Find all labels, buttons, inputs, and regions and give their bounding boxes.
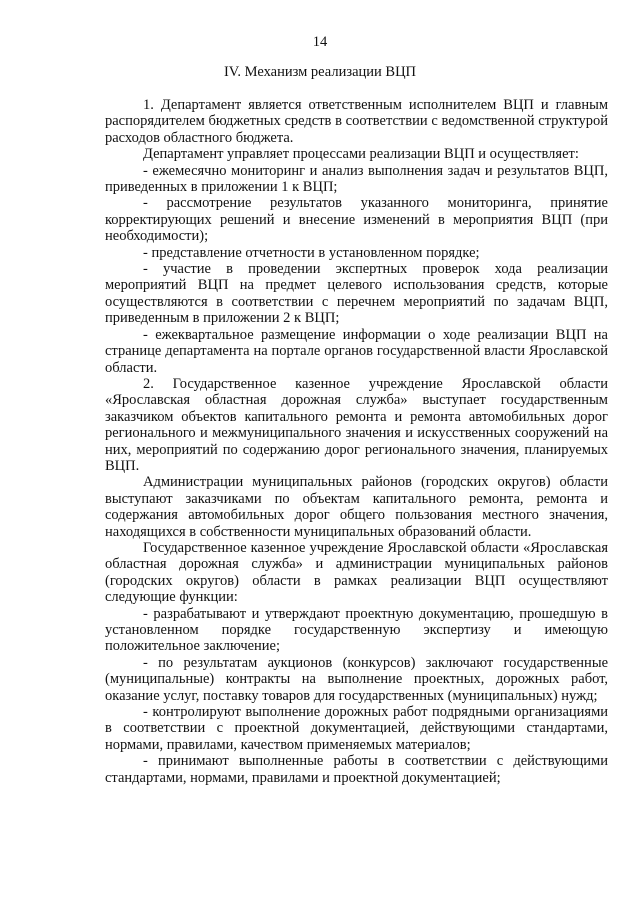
paragraph: - ежемесячно мониторинг и анализ выполнения задач и результатов ВЦП, приведенных в приложении 1 к ВЦП; <box>105 162 608 196</box>
paragraph: 1. Департамент является ответственным исполнителем ВЦП и главным распорядителем бюджетных средств в соответствии с ведомственной структурой расходов областного бюджета. <box>105 97 608 146</box>
paragraph: - рассмотрение результатов указанного мониторинга, принятие корректирующих решений и внесение изменений в мероприятия ВЦП (при необходимости); <box>105 195 608 245</box>
paragraph: - по результатам аукционов (конкурсов) заключают государственные (муниципальные) контракты на выполнение проектных, дорожных работ, оказание услуг, поставку товаров для государственных (муниципальных) нужд; <box>105 654 608 704</box>
paragraph: - участие в проведении экспертных проверок хода реализации мероприятий ВЦП на предмет целевого использования средств, которые осуществляются в соответствии с перечнем мероприятий по задачам ВЦП, приведенным в приложении 2 к ВЦП; <box>105 261 608 327</box>
paragraph: - принимают выполненные работы в соответствии с действующими стандартами, нормами, правилами и проектной документацией; <box>105 753 608 786</box>
paragraph: 2. Государственное казенное учреждение Ярославской области «Ярославская областная дорожная служба» выступает государственным заказчиком объектов капитального ремонта и ремонта автомобильных дорог регионального и межмуниципального значения и искусственных сооружений на них, мероприятий по содержанию дорог регионального значения, планируемых ВЦП. <box>105 375 608 474</box>
document-body <box>105 97 608 786</box>
paragraph: - ежеквартальное размещение информации о ходе реализации ВЦП на странице департамента на портале органов государственной власти Ярославской области. <box>105 326 608 376</box>
page-number: 14 <box>312 34 328 50</box>
paragraph: Администрации муниципальных районов (городских округов) области выступают заказчиками по объектам капитального ремонта, ремонта и содержания автомобильных дорог общего пользования местного значения, находящихся в собственности муниципальных образований области. <box>105 474 608 540</box>
paragraph: Департамент управляет процессами реализации ВЦП и осуществляет: <box>143 146 579 163</box>
section-heading: IV. Механизм реализации ВЦП <box>223 64 417 80</box>
paragraph: - контролируют выполнение дорожных работ подрядными организациями в соответствии с проектной документацией, действующими стандартами, нормами, правилами, качеством применяемых материалов; <box>105 704 608 753</box>
paragraph: Государственное казенное учреждение Ярославской области «Ярославская областная дорожная служба» и администрации муниципальных районов (городских округов) области в рамках реализации ВЦП осуществляют следующие функции: <box>105 539 608 606</box>
paragraph: - представление отчетности в установленном порядке; <box>143 244 480 261</box>
paragraph: - разрабатывают и утверждают проектную документацию, прошедшую в установленном порядке государственную экспертизу и имеющую положительное заключение; <box>105 605 608 655</box>
